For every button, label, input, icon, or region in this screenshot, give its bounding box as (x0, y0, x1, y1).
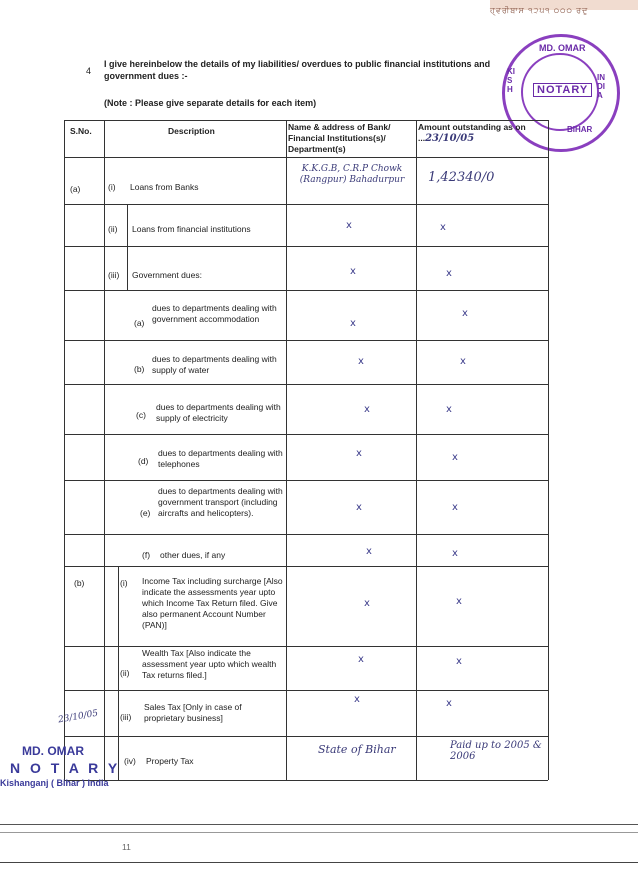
row-divider (64, 534, 548, 535)
row-amount-value: x (446, 698, 452, 709)
section-b-label: (b) (74, 578, 85, 588)
row-amount-value: x (460, 356, 466, 367)
row-name-value: K.K.G.B, C.R.P Chowk (Rangpur) Bahadurpur (299, 164, 405, 185)
col-line (127, 204, 128, 290)
row-description: dues to departments dealing with telephones (158, 448, 283, 469)
row-description: Income Tax including surcharge [Also indicate the assessments year upto which Income Tax Return filed. Give also permanent Account Number (PAN)] (142, 576, 283, 630)
row-name-value: x (350, 266, 356, 277)
row-number: (b) (134, 364, 145, 374)
row-name-value: x (356, 502, 362, 513)
row-amount-value: x (452, 452, 458, 463)
row-number: (i) (108, 182, 116, 192)
row-description: Wealth Tax [Also indicate the assessment year upto which wealth Tax returns filed.] (142, 648, 277, 680)
row-number: (ii) (120, 668, 130, 678)
row-description: Property Tax (146, 756, 194, 766)
row-amount-value: 1,42340/0 (428, 170, 495, 185)
row-name-value: x (358, 356, 364, 367)
row-description: dues to departments dealing with supply of electricity (156, 402, 281, 423)
col-line (286, 120, 287, 780)
header-amount: Amount outstanding as on ...23/10/05 (418, 122, 526, 144)
row-name-value: x (356, 448, 362, 459)
row-name-value: x (364, 598, 370, 609)
row-name-value: x (358, 654, 364, 665)
row-number: (iii) (108, 270, 120, 280)
row-divider (64, 384, 548, 385)
row-amount-value: x (452, 548, 458, 559)
notary-place: Kishanganj ( Bihar ) India (0, 778, 109, 788)
table-border-bottom (64, 780, 548, 781)
header-divider (64, 157, 548, 158)
row-name-value: x (366, 546, 372, 557)
row-number: (ii) (108, 224, 118, 234)
col-line (548, 120, 549, 780)
row-description: Loans from Banks (130, 182, 199, 192)
intro-text: I give hereinbelow the details of my liabilities/ overdues to public financial institutions and government dues :- (104, 59, 491, 81)
row-name-value: x (364, 404, 370, 415)
table-border-top (64, 120, 548, 121)
row-name-value: x (354, 694, 360, 705)
row-description: dues to departments dealing with supply of water (152, 354, 277, 375)
footer-mark: 11 (122, 842, 131, 852)
row-name-value: x (350, 318, 356, 329)
row-amount-value: x (446, 268, 452, 279)
row-amount-value: x (456, 656, 462, 667)
seal-left-text: KISH (507, 67, 515, 94)
row-divider (64, 340, 548, 341)
page-edge-line (0, 832, 638, 833)
col-line (118, 566, 119, 780)
seal-right-text: INDIA (597, 73, 605, 100)
row-amount-value: x (440, 222, 446, 233)
row-description: dues to departments dealing with government transport (including aircrafts and helicopters). (158, 486, 283, 518)
row-amount-value: x (452, 502, 458, 513)
page-edge-line (0, 824, 638, 825)
row-number: (e) (140, 508, 151, 518)
signature-date: 23/10/05 (57, 708, 99, 726)
row-description: Loans from financial institutions (132, 224, 251, 234)
row-divider (64, 690, 548, 691)
notary-title: N O T A R Y (10, 760, 121, 776)
section-a-label: (a) (70, 184, 81, 194)
row-description: Sales Tax [Only in case of proprietary business] (144, 702, 242, 723)
page-edge-line (0, 862, 638, 863)
row-description: Government dues: (132, 270, 202, 280)
row-number: (a) (134, 318, 145, 328)
col-line (104, 120, 105, 780)
row-divider (64, 246, 548, 247)
row-amount-value: Paid up to 2005 & 2006 (450, 740, 542, 762)
row-number: (i) (120, 578, 128, 588)
row-divider (64, 204, 548, 205)
col-line (64, 120, 65, 780)
row-number: (f) (142, 550, 151, 560)
note-text: (Note : Please give separate details for each item) (104, 98, 317, 108)
row-divider (64, 646, 548, 647)
row-divider (64, 736, 548, 737)
header-name-address: Name & address of Bank/ Financial Institutions(s)/ Department(s) (288, 122, 391, 154)
row-description: dues to departments dealing with government accommodation (152, 303, 277, 324)
row-amount-value: x (456, 596, 462, 607)
seal-top-text: MD. OMAR (539, 43, 586, 53)
notary-name: MD. OMAR (22, 744, 84, 758)
row-divider (64, 480, 548, 481)
row-name-value: State of Bihar (318, 743, 396, 756)
row-name-value: x (346, 220, 352, 231)
header-description: Description (168, 126, 215, 136)
row-number: (d) (138, 456, 149, 466)
row-number: (c) (136, 410, 146, 420)
row-number: (iii) (120, 712, 132, 722)
row-divider (64, 290, 548, 291)
as-on-date: 23/10/05 (425, 133, 475, 144)
row-amount-value: x (462, 308, 468, 319)
row-description: other dues, if any (160, 550, 226, 560)
header-sno: S.No. (70, 126, 92, 136)
item-number: 4 (86, 66, 92, 76)
row-divider (64, 566, 548, 567)
seal-center-text: NOTARY (533, 83, 592, 97)
seal-bottom-text: BIHAR (567, 125, 593, 134)
row-divider (64, 434, 548, 435)
row-number: (iv) (124, 756, 136, 766)
col-line (416, 120, 417, 780)
top-strip: ਹ੍ਵਰੀਬਾਸ ੧੨੫੧ ੦੦੦ ਰਦੁ (490, 0, 638, 10)
row-amount-value: x (446, 404, 452, 415)
